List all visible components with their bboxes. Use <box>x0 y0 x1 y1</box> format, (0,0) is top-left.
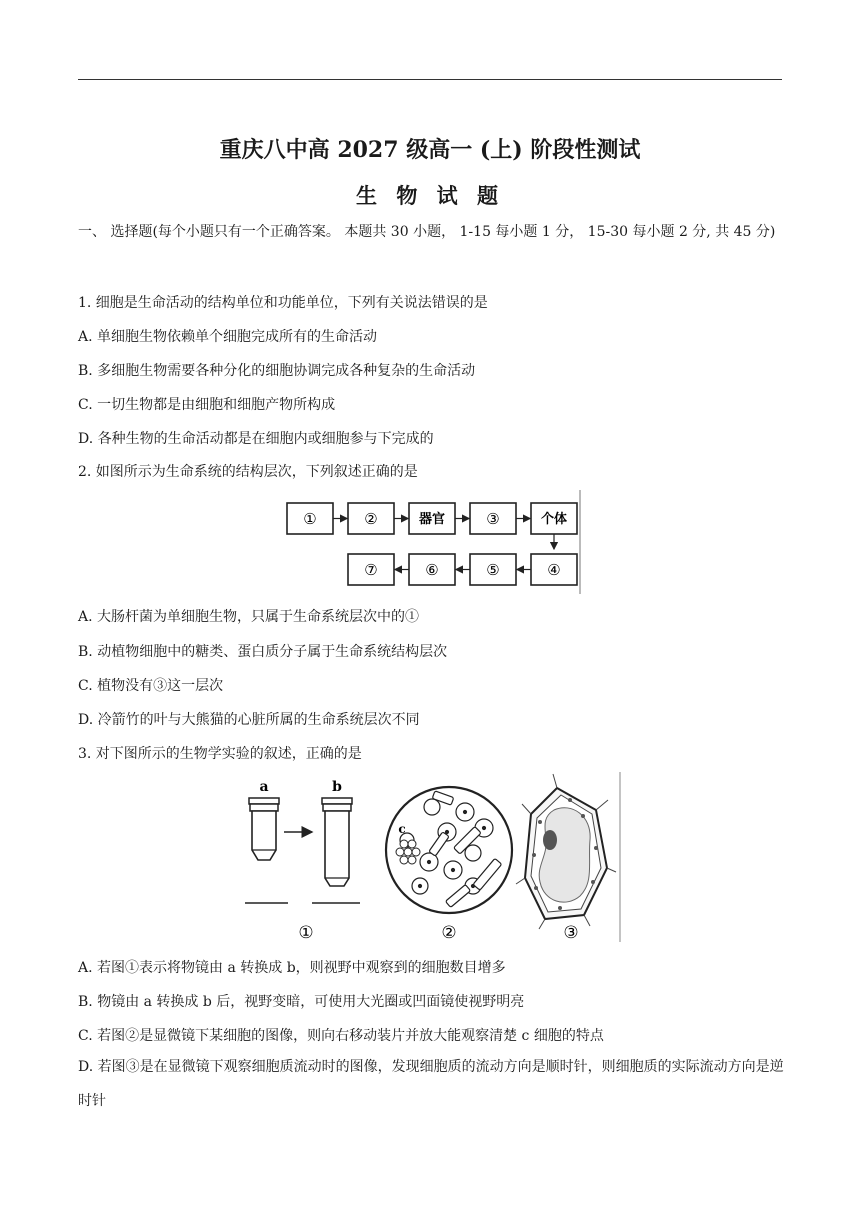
panel-3-plant-cell <box>516 774 616 943</box>
svg-text:⑦: ⑦ <box>364 561 378 579</box>
svg-text:器官: 器官 <box>418 512 446 527</box>
question-2-option-b: B. 动植物细胞中的糖类、蛋白质分子属于生命系统结构层次 <box>78 644 448 660</box>
question-3-option-c: C. 若图②是显微镜下某细胞的图像，则向右移动装片并放大能观察清楚 c 细胞的特点 <box>78 1028 604 1044</box>
objective-label-b: b <box>332 779 342 795</box>
panel-1-objective-lenses <box>245 779 360 943</box>
objective-label-a: a <box>259 779 269 795</box>
hierarchy-box-organ <box>409 503 455 534</box>
svg-text:⑥: ⑥ <box>425 561 439 579</box>
microscope-experiment-figure <box>240 770 625 946</box>
hierarchy-box-3 <box>470 503 516 534</box>
question-1-option-c: C. 一切生物都是由细胞和细胞产物所构成 <box>78 397 336 413</box>
subject-title: 生 物 试 题 <box>356 183 504 208</box>
question-2-option-a: A. 大肠杆菌为单细胞生物，只属于生命系统层次中的① <box>78 609 420 625</box>
hierarchy-box-6 <box>409 554 455 585</box>
panel-label-1: ① <box>298 923 314 943</box>
question-3-option-d: D. 若图③是在显微镜下观察细胞质流动时的图像，发现细胞质的流动方向是顺时针，则细胞质的实际流动方向是逆时针 <box>78 1059 784 1109</box>
question-1-option-d: D. 各种生物的生命活动都是在细胞内或细胞参与下完成的 <box>78 431 434 447</box>
question-2-stem: 2. 如图所示为生命系统的结构层次，下列叙述正确的是 <box>78 464 418 480</box>
svg-text:③: ③ <box>486 510 500 528</box>
svg-text:⑤: ⑤ <box>486 561 500 579</box>
exam-title: 重庆八中高 2027 级高一 (上) 阶段性测试 <box>219 137 641 163</box>
question-3-stem: 3. 对下图所示的生物学实验的叙述，正确的是 <box>78 746 362 762</box>
svg-text:个体: 个体 <box>540 512 568 527</box>
cell-label-c: c <box>398 822 406 836</box>
objective-lens-a <box>249 798 279 860</box>
objective-lens-b <box>322 798 352 886</box>
question-2-option-c: C. 植物没有③这一层次 <box>78 678 224 694</box>
question-1-option-a: A. 单细胞生物依赖单个细胞完成所有的生命活动 <box>78 329 378 345</box>
svg-text:②: ② <box>364 510 378 528</box>
panel-label-2: ② <box>441 923 457 943</box>
question-2-option-d: D. 冷箭竹的叶与大熊猫的心脏所属的生命系统层次不同 <box>78 712 420 728</box>
panel-label-3: ③ <box>563 923 579 943</box>
cell-cluster-c <box>396 840 420 864</box>
hierarchy-box-4 <box>531 554 577 585</box>
hierarchy-box-2 <box>348 503 394 534</box>
svg-text:①: ① <box>303 510 317 528</box>
question-3-option-a: A. 若图①表示将物镜由 a 转换成 b，则视野中观察到的细胞数目增多 <box>78 960 506 976</box>
question-3-option-b: B. 物镜由 a 转换成 b 后，视野变暗，可使用大光圈或凹面镜使视野明亮 <box>78 994 525 1010</box>
top-rule <box>78 79 782 80</box>
panel-2-field-of-view <box>386 787 512 943</box>
hierarchy-box-1 <box>287 503 333 534</box>
hierarchy-box-5 <box>470 554 516 585</box>
svg-text:④: ④ <box>547 561 561 579</box>
question-1-stem: 1. 细胞是生命活动的结构单位和功能单位，下列有关说法错误的是 <box>78 295 488 311</box>
hierarchy-box-individual <box>531 503 577 534</box>
hierarchy-box-7 <box>348 554 394 585</box>
life-system-hierarchy-diagram <box>282 490 582 596</box>
question-1-option-b: B. 多细胞生物需要各种分化的细胞协调完成各种复杂的生命活动 <box>78 363 476 379</box>
section-header: 一、 选择题(每个小题只有一个正确答案。 本题共 30 小题， 1-15 每小题 1 分， 15-30 每小题 2 分, 共 45 分) <box>78 224 776 240</box>
